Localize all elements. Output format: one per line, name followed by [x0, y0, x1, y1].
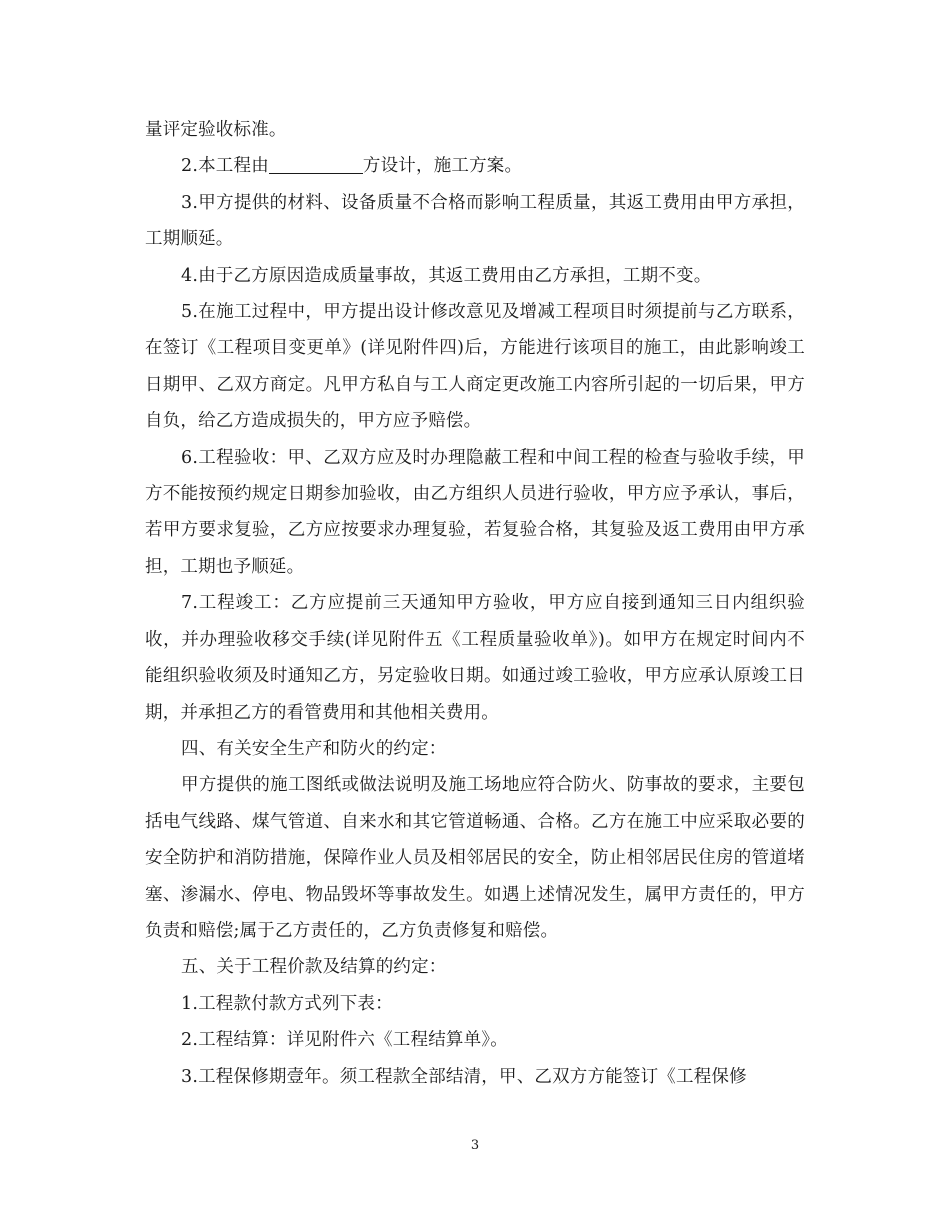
paragraph-payment-2: 2.工程结算：详见附件六《工程结算单》。: [181, 1030, 508, 1051]
fill-in-blank: [269, 156, 363, 175]
page-number: 3: [470, 1138, 480, 1153]
paragraph-item-2-prefix: 2.本工程由: [181, 156, 269, 177]
paragraph-item-2-suffix: 方设计，施工方案。: [362, 156, 523, 177]
paragraph-item-3: 3.甲方提供的材料、设备质量不合格而影响工程质量，其返工费用由甲方承担，工期顺延。: [145, 192, 805, 250]
paragraph-item-2: [145, 148, 805, 184]
document-body: [145, 112, 805, 1095]
section-heading-payment: 五、关于工程价款及结算的约定：: [181, 957, 447, 978]
paragraph-item-7: 7.工程竣工：乙方应提前三天通知甲方验收，甲方应自接到通知三日内组织验收，并办理验收移交手续(详见附件五《工程质量验收单》)。如甲方在规定时间内不能组织验收须及时通知乙方，另定验收日期。如通过竣工验收，甲方应承认原竣工日期，并承担乙方的看管费用和其他相关费用。: [145, 593, 805, 723]
paragraph-continuation: 量评定验收标准。: [145, 120, 287, 140]
paragraph-safety: 甲方提供的施工图纸或做法说明及施工场地应符合防火、防事故的要求，主要包括电气线路、煤气管道、自来水和其它管道畅通、合格。乙方在施工中应采取必要的安全防护和消防措施，保障作业人员及相邻居民的安全，防止相邻居民住房的管道堵塞、渗漏水、停电、物品毁坏等事故发生。如遇上述情况发生，属甲方责任的，甲方负责和赔偿;属于乙方责任的，乙方负责修复和赔偿。: [145, 775, 805, 941]
paragraph-payment-1: 1.工程款付款方式列下表：: [181, 993, 393, 1014]
paragraph-item-4: 4.由于乙方原因造成质量事故，其返工费用由乙方承担，工期不变。: [181, 265, 712, 286]
paragraph-item-5: 5.在施工过程中，甲方提出设计修改意见及增减工程项目时须提前与乙方联系，在签订《工程项目变更单》(详见附件四)后，方能进行该项目的施工，由此影响竣工日期甲、乙双方商定。凡甲方私自与工人商定更改施工内容所引起的一切后果，甲方自负，给乙方造成损失的，甲方应予赔偿。: [145, 302, 805, 432]
paragraph-item-6: 6.工程验收：甲、乙双方应及时办理隐蔽工程和中间工程的检查与验收手续，甲方不能按预约规定日期参加验收，由乙方组织人员进行验收，甲方应予承认，事后，若甲方要求复验，乙方应按要求办理复验，若复验合格，其复验及返工费用由甲方承担，工期也予顺延。: [145, 447, 805, 577]
section-heading-safety: 四、有关安全生产和防火的约定：: [181, 738, 447, 759]
paragraph-payment-3: 3.工程保修期壹年。须工程款全部结清，甲、乙双方方能签订《工程保修: [181, 1066, 747, 1087]
